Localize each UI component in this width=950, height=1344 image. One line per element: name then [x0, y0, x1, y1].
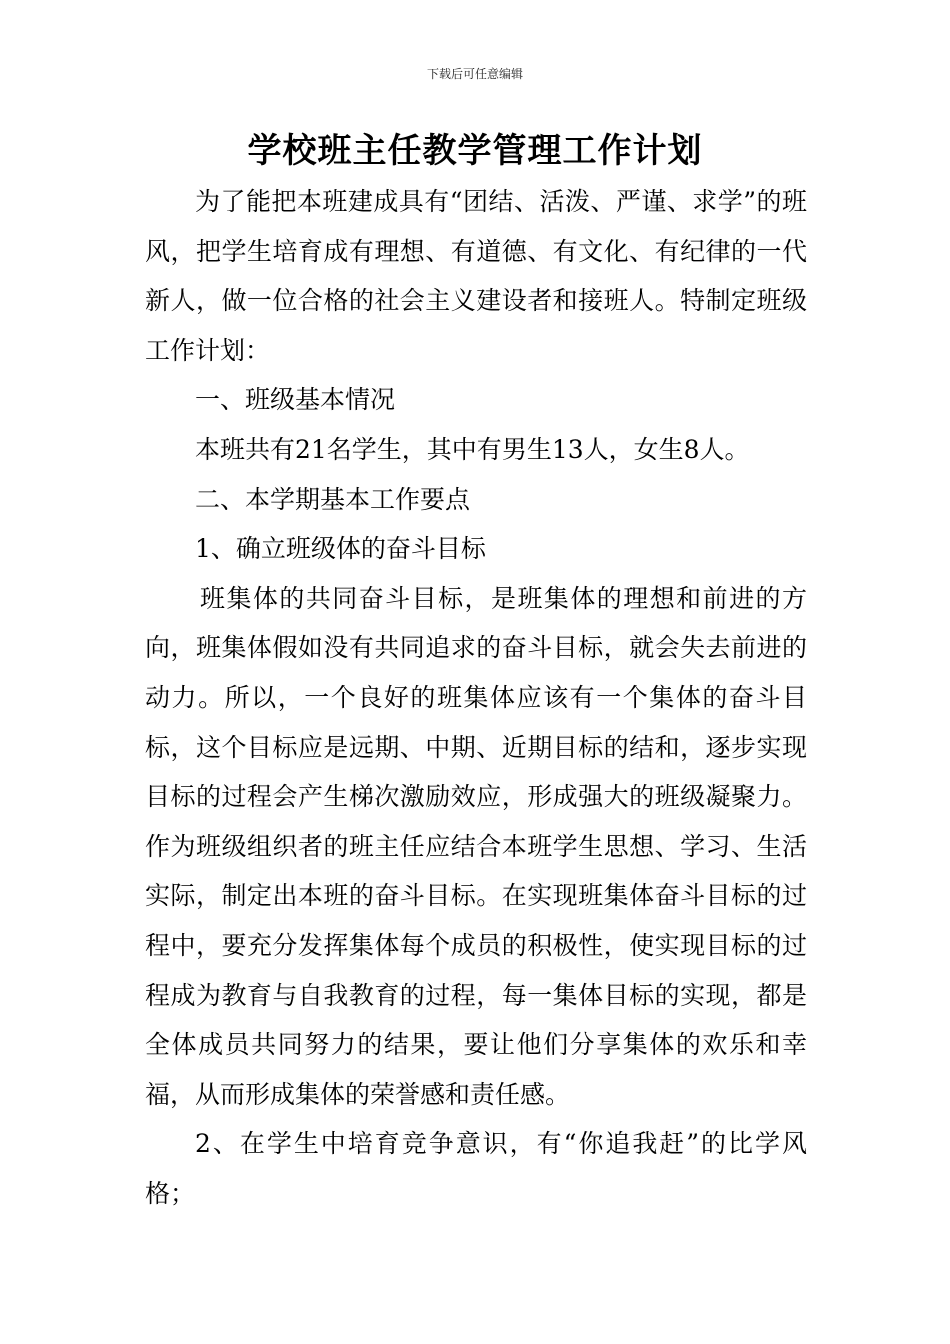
section-heading-work-points: 二、本学期基本工作要点	[195, 484, 471, 514]
document-body	[145, 177, 807, 1218]
class-info-paragraph: 本班共有21名学生，其中有男生13人，女生8人。	[195, 434, 750, 464]
subsection-heading-goals: 1、确立班级体的奋斗目标	[195, 534, 486, 564]
page-header-note: 下载后可任意编辑	[426, 67, 523, 81]
document-title: 学校班主任教学管理工作计划	[247, 131, 703, 171]
section-heading-class-info: 一、班级基本情况	[195, 385, 396, 415]
intro-paragraph: 为了能把本班建成具有“团结、活泼、严谨、求学”的班风，把学生培育成有理想、有道德、有文化、有纪律的一代新人，做一位合格的社会主义建设者和接班人。特制定班级工作计划：	[145, 187, 807, 365]
goals-paragraph: 班集体的共同奋斗目标，是班集体的理想和前进的方向，班集体假如没有共同追求的奋斗目标，就会失去前进的动力。所以，一个良好的班集体应该有一个集体的奋斗目标，这个目标应是远期、中期、近期目标的结和，逐步实现目标的过程会产生梯次激励效应，形成强大的班级凝聚力。作为班级组织者的班主任应结合本班学生思想、学习、生活实际，制定出本班的奋斗目标。在实现班集体奋斗目标的过程中，要充分发挥集体每个成员的积极性，使实现目标的过程成为教育与自我教育的过程，每一集体目标的实现，都是全体成员共同努力的结果，要让他们分享集体的欢乐和幸福，从而形成集体的荣誉感和责任感。	[145, 583, 807, 1109]
subsection-heading-competition: 2、在学生中培育竞争意识，有“你追我赶”的比学风格；	[145, 1129, 807, 1208]
